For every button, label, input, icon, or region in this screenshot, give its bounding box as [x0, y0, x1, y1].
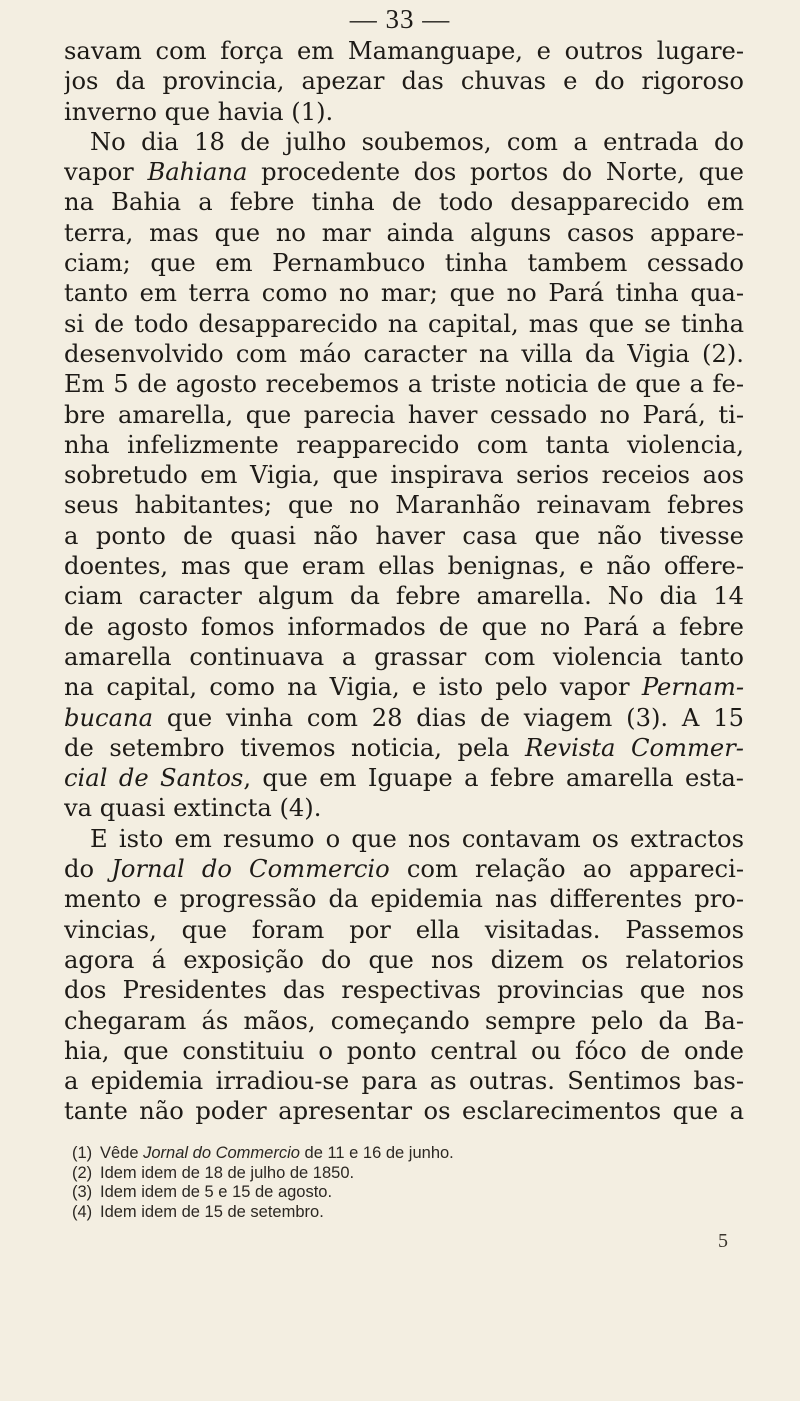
text-run: dos Presidentes das respectivas provincias que nos	[64, 976, 744, 1005]
text-run: tanto em terra como no mar; que no Pará tinha qua-	[64, 279, 744, 308]
text-line	[64, 945, 744, 975]
text-line	[64, 278, 744, 308]
text-run: si de todo desapparecido na capital, mas que se tinha	[64, 309, 744, 338]
text-run: savam com força em Mamanguape, e outros lugare-	[64, 37, 744, 65]
text-line	[64, 490, 744, 520]
text-line	[64, 521, 744, 551]
text-run: seus habitantes; que no Maranhão reinavam febres	[64, 491, 744, 520]
text-line	[64, 733, 744, 763]
text-run: na Bahia a febre tinha de todo desapparecido em	[64, 188, 744, 217]
text-line	[64, 975, 744, 1005]
text-run: ciam caracter algum da febre amarella. No dia 14	[64, 582, 744, 611]
text-run: mento e progressão da epidemia nas differentes pro-	[64, 885, 744, 914]
footnote-text: Idem idem de 18 de julho de 1850.	[100, 1163, 355, 1182]
text-run: do	[64, 855, 112, 884]
text-line	[64, 66, 744, 96]
text-line	[64, 369, 744, 399]
text-line	[64, 1066, 744, 1096]
text-run: nha infelizmente reapparecido com tanta violencia,	[64, 430, 744, 459]
footnote-text: Idem idem de 15 de setembro.	[100, 1202, 324, 1221]
text-run: va quasi extincta (4).	[64, 794, 322, 823]
text-line	[64, 400, 744, 430]
footnote-text: de 11 e 16 de junho.	[299, 1144, 454, 1162]
text-line	[64, 339, 744, 369]
text-line	[64, 884, 744, 914]
italic-title: Bahiana	[147, 158, 248, 187]
text-line	[64, 581, 744, 611]
text-line	[64, 793, 744, 823]
text-line	[64, 218, 744, 248]
text-run: de agosto fomos informados de que no Pará a febre	[64, 612, 744, 641]
text-line	[64, 309, 744, 339]
text-line	[64, 551, 744, 581]
text-run: agora á exposição do que nos dizem os relatorios	[64, 945, 744, 974]
text-run: amarella continuava a grassar com violencia tanto	[64, 642, 744, 671]
text-line	[64, 824, 744, 854]
text-line	[64, 36, 744, 66]
page-number: — 33 —	[349, 4, 451, 34]
footnote-text: Idem idem de 5 e 15 de agosto.	[100, 1183, 333, 1201]
text-run: na capital, como na Vigia, e isto pelo vapor	[64, 673, 642, 702]
text-run: de setembro tivemos noticia, pela	[64, 733, 525, 762]
text-run: vapor	[64, 158, 148, 187]
footnote-italic-title: Jornal do Commercio	[143, 1144, 300, 1162]
text-line	[64, 612, 744, 642]
text-run: desenvolvido com máo caracter na villa da Vigia (2).	[64, 339, 744, 368]
footnote-text: Vêde	[100, 1144, 144, 1162]
text-line	[64, 157, 744, 187]
text-line	[64, 97, 744, 127]
italic-title: Jornal do Commercio	[111, 855, 390, 884]
text-run: jos da provincia, apezar das chuvas e do rigoroso	[64, 67, 744, 96]
text-run: terra, mas que no mar ainda alguns casos appare-	[64, 218, 744, 247]
footnote-mark: (1)	[72, 1144, 93, 1162]
text-run: vincias, que foram por ella visitadas. Passemos	[64, 915, 744, 944]
text-line	[64, 187, 744, 217]
footnote-mark: (3)	[72, 1183, 93, 1201]
text-run: bre amarella, que parecia haver cessado no Pará, ti-	[64, 400, 744, 429]
text-run: , que em Iguape a febre amarella esta-	[243, 764, 744, 793]
text-run: Em 5 de agosto recebemos a triste noticia de que a fe-	[64, 370, 744, 399]
text-run: hia, que constituiu o ponto central ou fóco de onde	[64, 1036, 744, 1065]
text-run: a epidemia irradiou-se para as outras. Sentimos bas-	[64, 1067, 744, 1096]
footnote	[72, 1183, 672, 1203]
text-run: procedente dos portos do Norte, que	[247, 158, 744, 187]
text-line	[64, 127, 744, 157]
text-line	[64, 854, 744, 884]
footnote	[72, 1144, 672, 1164]
text-run: sobretudo em Vigia, que inspirava serios receios aos	[64, 461, 744, 490]
italic-title: Revista Commer-	[524, 733, 744, 762]
italic-title: cial de Santos	[64, 764, 244, 793]
text-run: inverno que havia (1).	[64, 97, 334, 126]
text-line	[64, 642, 744, 672]
italic-title: Pernam-	[641, 673, 744, 702]
footnote-mark: (4)	[72, 1202, 93, 1221]
footnotes	[72, 1144, 672, 1222]
text-run: E isto em resumo o que nos contavam os extractos	[90, 824, 744, 853]
text-run: chegaram ás mãos, começando sempre pelo da Ba-	[64, 1006, 744, 1035]
text-run: que vinha com 28 dias de viagem (3). A 15	[153, 703, 744, 732]
text-line	[64, 672, 744, 702]
text-line	[64, 430, 744, 460]
text-line	[64, 915, 744, 945]
signature-mark: 5	[718, 1230, 728, 1252]
text-run: No dia 18 de julho soubemos, com a entrada do	[90, 127, 744, 156]
italic-title: bucana	[64, 703, 154, 732]
text-run: a ponto de quasi não haver casa que não tivesse	[64, 521, 744, 550]
text-line	[64, 460, 744, 490]
body-text	[64, 36, 744, 1127]
text-line	[64, 703, 744, 733]
footnote	[72, 1164, 672, 1184]
text-run: doentes, mas que eram ellas benignas, e não offere-	[64, 552, 744, 581]
text-line	[64, 248, 744, 278]
text-run: tante não poder apresentar os esclarecimentos que a	[64, 1097, 744, 1126]
footnote-mark: (2)	[72, 1163, 93, 1182]
text-line	[64, 763, 744, 793]
text-line	[64, 1006, 744, 1036]
text-run: ciam; que em Pernambuco tinha tambem cessado	[64, 249, 744, 278]
text-line	[64, 1096, 744, 1126]
footnote	[72, 1203, 672, 1223]
text-run: com relação ao appareci-	[389, 855, 744, 884]
text-line	[64, 1036, 744, 1066]
